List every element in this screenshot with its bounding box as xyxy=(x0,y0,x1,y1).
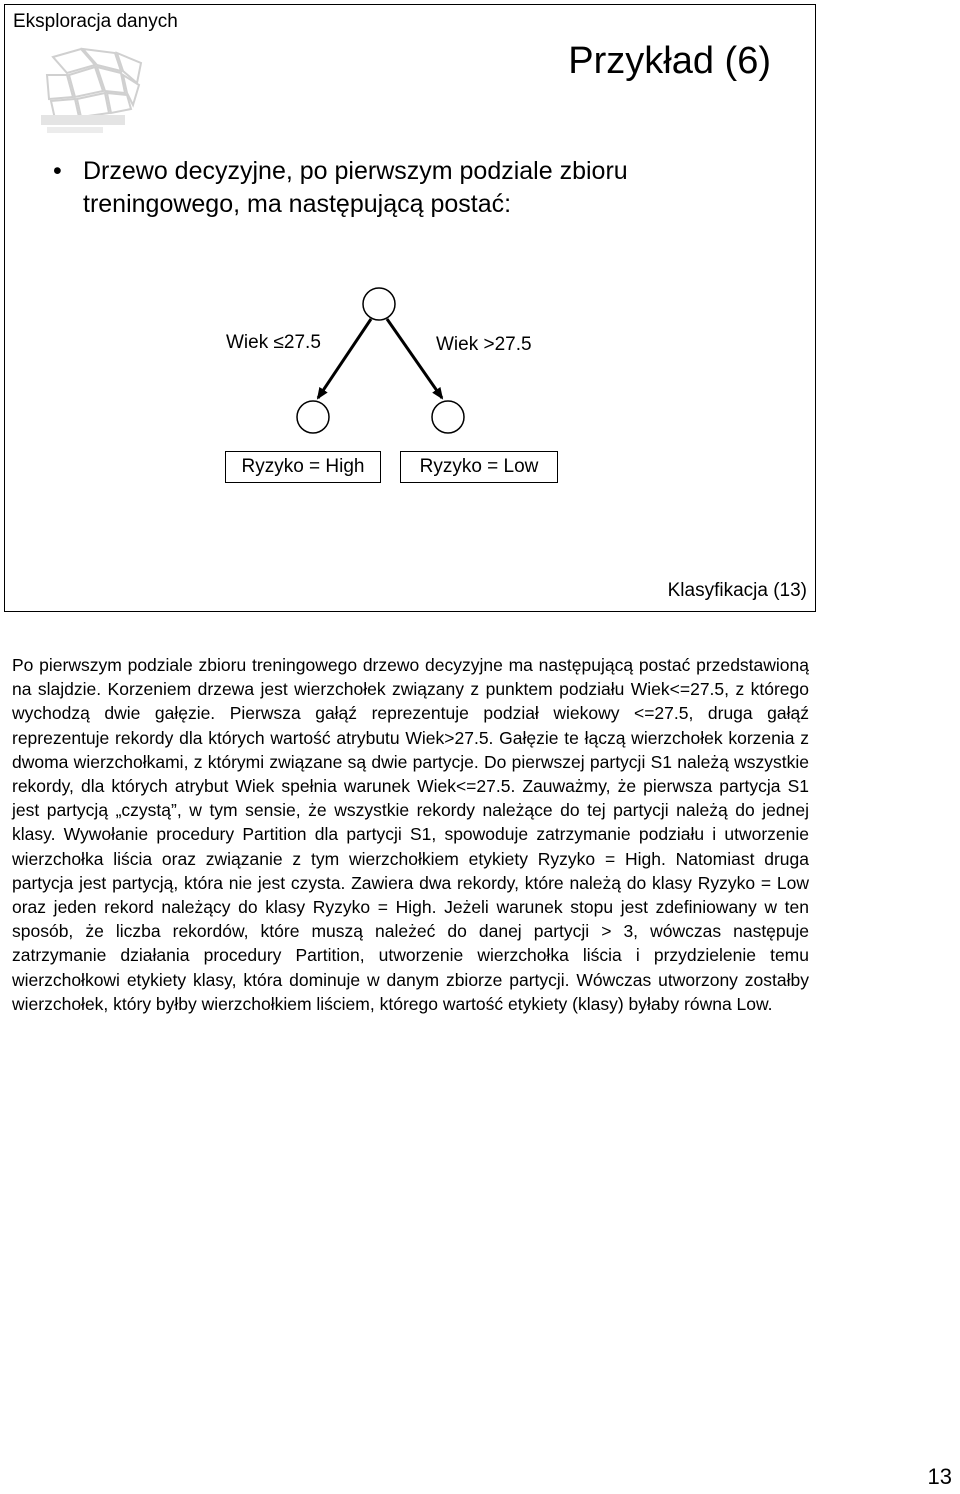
explanation-paragraph: Po pierwszym podziale zbioru treningowego drzewo decyzyjne ma następującą postać przedstawioną na slajdzie. Korzeniem drzewa jest wierzchołek związany z punktem podziału Wiek<=27.5, z którego wychodzą dwie gałęzie. Pierwsza gałąź reprezentuje podział wiekowy <=27.5, druga gałąź reprezentuje rekordy dla których wartość atrybutu Wiek>27.5. Gałęzie te łączą wierzchołek korzenia z dwoma wierzchołkami, z którymi związane są dwie partycje. Do pierwszej partycji S1 należą wszystkie rekordy, dla których atrybut Wiek spełnia warunek Wiek<=27.5. Zauważmy, że pierwsza partycja S1 jest partycją „czystą”, w tym sensie, że wszystkie rekordy należące do tej partycji należą do jednej klasy. Wywołanie procedury Partition dla partycji S1, spowoduje zatrzymanie podziału i utworzenie wierzchołka liścia oraz związanie z tym wierzchołkiem etykiety Ryzyko = High. Natomiast druga partycja jest partycją, która nie jest czysta. Zawiera dwa rekordy, które należą do klasy Ryzyko = Low oraz jeden rekord należący do klasy Ryzyko = High. Jeżeli warunek stopu jest zdefiniowany w ten sposób, że liczba rekordów, które muszą należeć do danej partycji > 3, wówczas następuje zatrzymanie działania procedury Partition, utworzenie wierzchołka liścia i przydzielenie temu wierzchołkowi etykiety klasy, która dominuje w danym zbiorze partycji. Wówczas utworzony zostałby wierzchołek, który byłby wierzchołkiem liściem, którego wartość etykiety (klasy) byłaby równa Low. xyxy=(12,655,809,1014)
bullet-text: Drzewo decyzyjne, po pierwszym podziale zbioru treningowego, ma następującą postać: xyxy=(83,157,628,218)
slide-frame xyxy=(4,4,816,612)
slide-footer: Klasyfikacja (13) xyxy=(667,580,807,601)
left-child-node xyxy=(297,401,329,433)
course-title: Eksploracja danych xyxy=(13,11,178,32)
right-edge-label: Wiek >27.5 xyxy=(436,334,532,355)
decision-tree-diagram xyxy=(5,5,817,613)
left-leaf-label: Ryzyko = High xyxy=(225,451,381,483)
root-node xyxy=(363,288,395,320)
left-branch-edge xyxy=(318,319,371,398)
right-leaf-label: Ryzyko = Low xyxy=(400,451,558,483)
page-number: 13 xyxy=(927,1464,952,1489)
bullet-symbol: • xyxy=(53,157,62,185)
right-branch-edge xyxy=(387,319,442,398)
left-edge-label: Wiek ≤27.5 xyxy=(226,332,321,353)
slide-title: Przykład (6) xyxy=(568,40,771,82)
right-child-node xyxy=(432,401,464,433)
